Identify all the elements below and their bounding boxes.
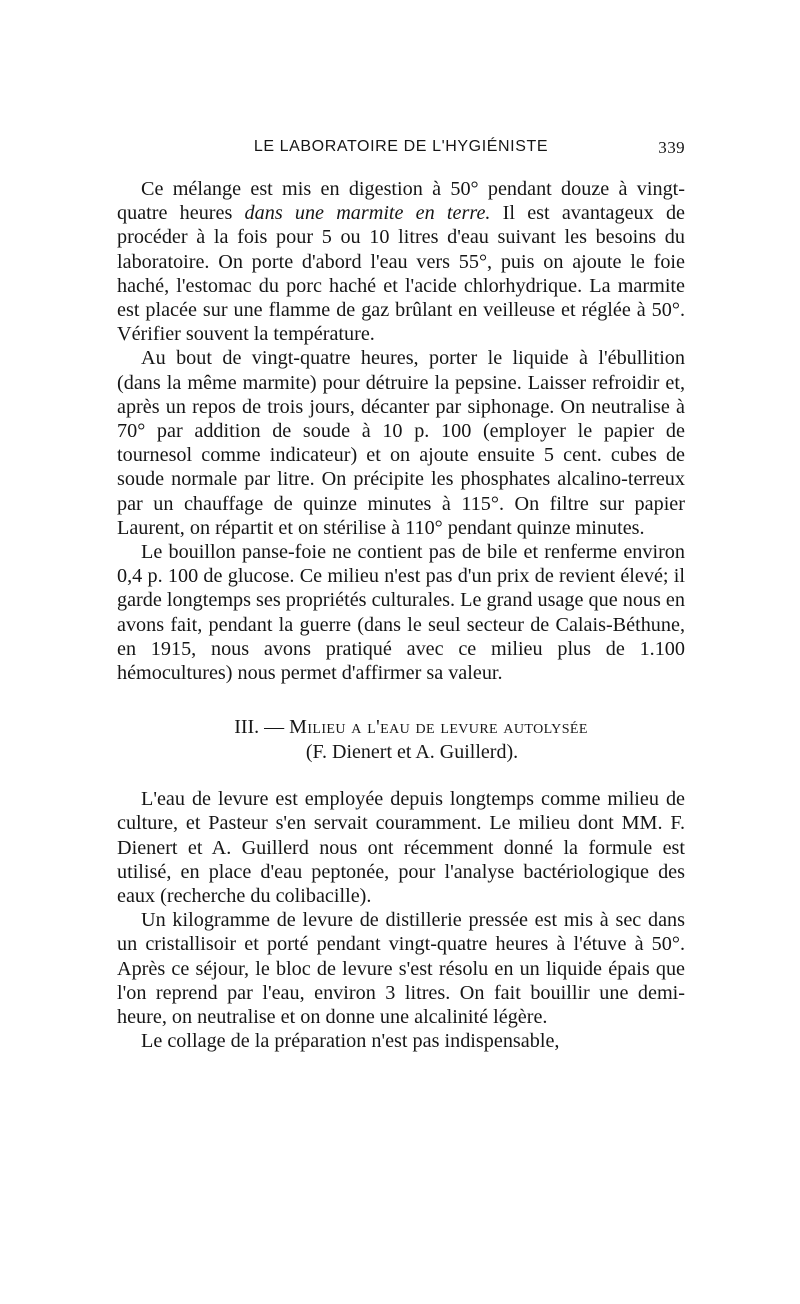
page-body <box>117 177 685 1054</box>
running-header <box>117 138 685 164</box>
section-authors: (F. Dienert et A. Guillerd). <box>305 741 519 764</box>
section-title-line <box>117 715 685 740</box>
section-heading <box>117 715 685 765</box>
italic-phrase: dans une marmite en terre. <box>244 202 491 225</box>
paragraph-bouillon-panse-foie: Le bouillon panse-foie ne contient pas de bile et renferme environ 0,4 p. 100 de glucose. Ce milieu n'est pas d'un prix de revient élevé; il garde longtemps ses propriétés culturales. Le grand usage que nous en avons fait, pendant la guerre (dans le seul secteur de Calais-Béthune, en 1915, nous avons pratiqué avec ce milieu plus de 1.100 hémocultures) nous permet d'affirmer sa valeur. <box>117 541 685 685</box>
paragraph-digestion <box>117 177 685 346</box>
paragraph-collage: Le collage de la préparation n'est pas indispensable, <box>141 1030 560 1053</box>
paragraph-text: Il est avantageux de procéder à la fois pour 5 ou 10 litres d'eau suivant les besoins du laboratoire. On porte d'abord l'eau vers 55°, puis on ajoute le foie haché, l'estomac du porc haché et l'acide chlorhydrique. La marmite est placée sur une flamme de gaz brûlant en veilleuse et réglée à 50°. Vérifier souvent la température. <box>117 202 685 346</box>
paragraph-ebullition: Au bout de vingt-quatre heures, porter le liquide à l'ébullition (dans la même marmite) pour détruire la pepsine. Laisser refroidir et, après un repos de trois jours, décanter par siphonage. On neutralise à 70° par addition de soude à 10 p. 100 (employer le papier de tournesol comme indicateur) et on ajoute ensuite 5 cent. cubes de soude normale par litre. On précipite les phosphates alcalino-terreux par un chauffage de quinze minutes à 115°. On filtre sur papier Laurent, on répartit et on stérilise à 110° pendant quinze minutes. <box>117 347 685 539</box>
page-number: 339 <box>658 138 685 157</box>
paragraph-kilogramme-levure: Un kilogramme de levure de distillerie pressée est mis à sec dans un cristallisoir et porté pendant vingt-quatre heures à l'étuve à 50°. Après ce séjour, le bloc de levure s'est résolu en un liquide épais que l'on reprend par l'eau, environ 3 litres. On fait bouillir une demi-heure, on neutralise et on donne une alcalinité légère. <box>117 909 685 1029</box>
book-page <box>117 138 685 1054</box>
section-number: III. — <box>234 716 290 739</box>
paragraph-text: Ce mélange est mis en digestion à 50° pendant douze à vingt-quatre heures <box>117 178 685 225</box>
running-title: LE LABORATOIRE DE L'HYGIÉNISTE <box>253 138 549 155</box>
paragraph-eau-de-levure: L'eau de levure est employée depuis longtemps comme milieu de culture, et Pasteur s'en servait couramment. Le milieu dont MM. F. Dienert et A. Guillerd nous ont récemment donné la formule est utilisé, en place d'eau peptonée, pour l'analyse bactériologique des eaux (recherche du colibacille). <box>117 788 685 908</box>
section-title: Milieu a l'eau de levure autolysée <box>289 716 588 739</box>
